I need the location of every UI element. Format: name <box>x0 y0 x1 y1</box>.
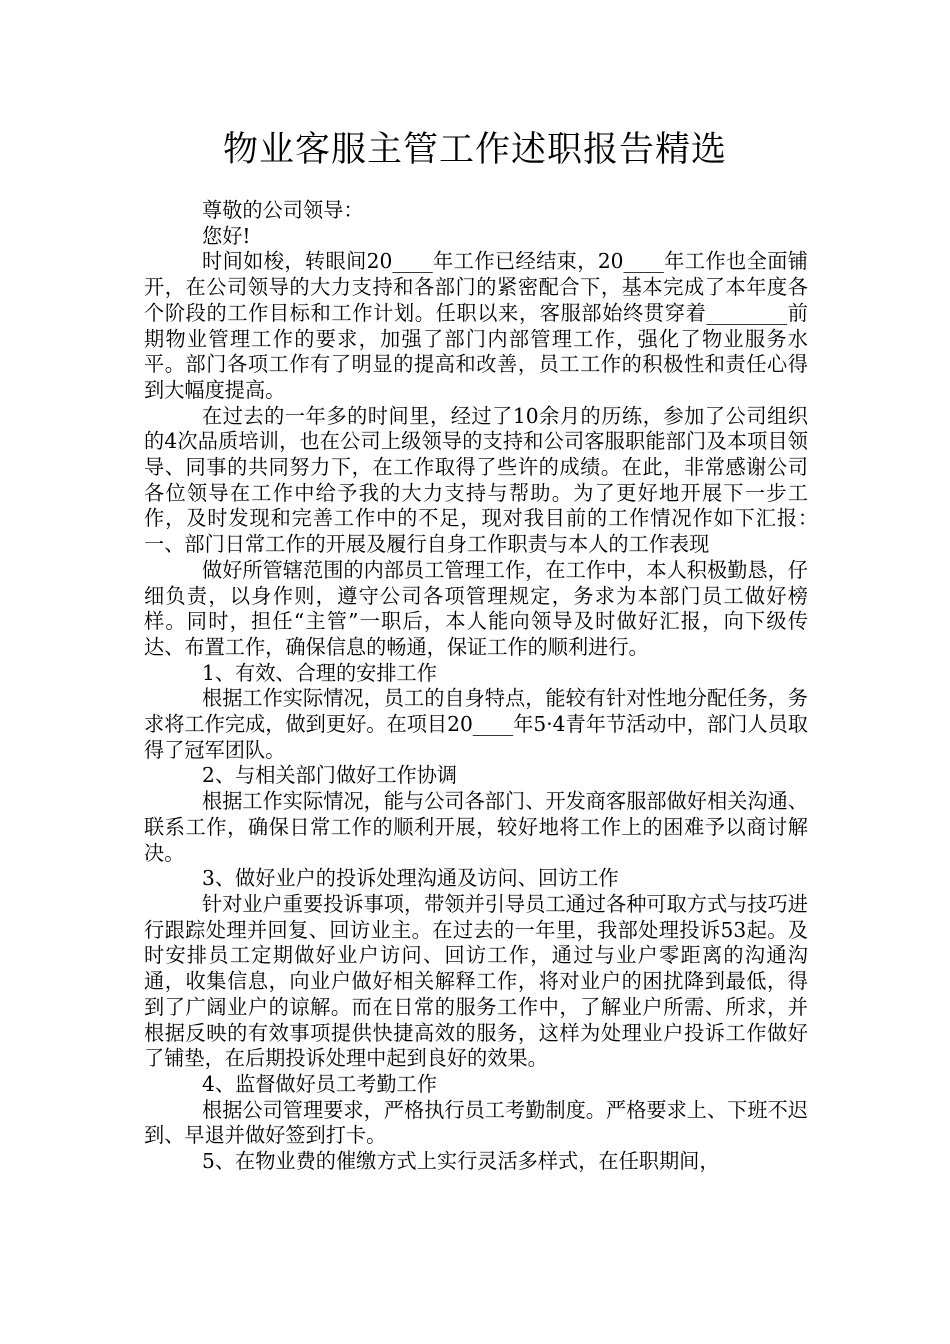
paragraph-section-2: 根据工作实际情况，能与公司各部门、开发商客服部做好相关沟通、联系工作，确保日常工作的顺利开展，较好地将工作上的困难予以商讨解决。 <box>144 789 808 865</box>
paragraph-review: 在过去的一年多的时间里，经过了10余月的历练，参加了公司组织的4次品质培训，也在公司上级领导的支持和公司客服职能部门及本项目领导、同事的共同努力下，在工作取得了些许的成绩。在此，非常感谢公司各位领导在工作中给予我的大力支持与帮助。为了更好地开展下一步工作，及时发现和完善工作中的不足，现对我目前的工作情况作如下汇报： 一、部门日常工作的开展及履行自身工作职责与本人的工作表现 <box>144 403 869 557</box>
section-heading-4: 4、监督做好员工考勤工作 <box>202 1071 437 1096</box>
section-heading-5: 5、在物业费的催缴方式上实行灵活多样式，在任职期间， <box>202 1149 720 1174</box>
greeting: 您好! <box>202 223 251 248</box>
document-title: 物业客服主管工作述职报告精选 <box>222 130 727 170</box>
section-heading-3: 3、做好业户的投诉处理沟通及访问、回访工作 <box>202 866 619 891</box>
paragraph-section-1: 根据工作实际情况，员工的自身特点，能较有针对性地分配任务，务求将工作完成，做到更好。在项目20____年5·4青年节活动中，部门人员取得了冠军团队。 <box>144 686 808 762</box>
section-heading-2: 2、与相关部门做好工作协调 <box>202 763 458 788</box>
salutation: 尊敬的公司领导： <box>202 198 364 222</box>
paragraph-intro: 时间如梭，转眼间20____年工作已经结束，20____年工作也全面铺开，在公司领导的大力支持和各部门的紧密配合下，基本完成了本年度各个阶段的工作目标和工作计划。任职以来，客服部始终贯穿着________前期物业管理工作的要求，加强了部门内部管理工作，强化了物业服务水平。部门各项工作有了明显的提高和改善，员工工作的积极性和责任心得到大幅度提高。 <box>144 249 808 402</box>
paragraph-section-4: 根据公司管理要求，严格执行员工考勤制度。严格要求上、下班不迟到、早退并做好签到打卡。 <box>144 1097 808 1148</box>
document-body <box>144 198 869 1175</box>
paragraph-staff-management: 做好所管辖范围的内部员工管理工作，在工作中，本人积极勤恳，仔细负责，以身作则，遵守公司各项管理规定，务求为本部门员工做好榜样。同时，担任“主管”一职后，本人能向领导及时做好汇报，向下级传达、布置工作，确保信息的畅通，保证工作的顺利进行。 <box>144 557 808 659</box>
paragraph-section-3: 针对业户重要投诉事项，带领并引导员工通过各种可取方式与技巧进行跟踪处理并回复、回访业主。在过去的一年里，我部处理投诉53起。及时安排员工定期做好业户访问、回访工作，通过与业户零距离的沟通沟通，收集信息，向业户做好相关解释工作，将对业户的困扰降到最低，得到了广阔业户的谅解。而在日常的服务工作中，了解业户所需、所求，并根据反映的有效事项提供快捷高效的服务，这样为处理业户投诉工作做好了铺垫，在后期投诉处理中起到良好的效果。 <box>144 891 808 1071</box>
section-heading-1: 1、有效、合理的安排工作 <box>202 660 437 685</box>
